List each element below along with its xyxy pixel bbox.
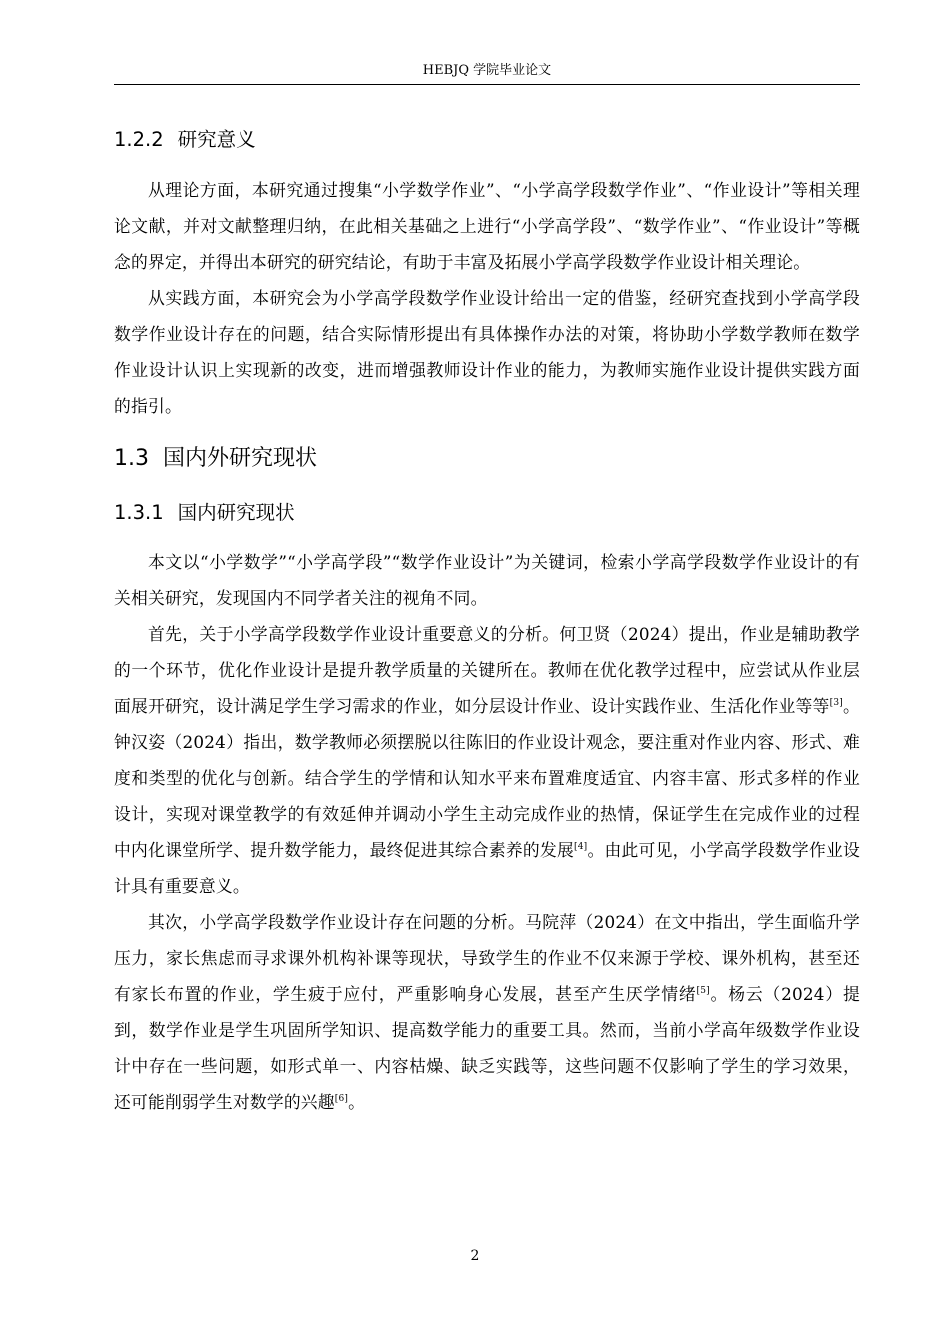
heading-number: 1.3 — [114, 445, 149, 471]
text-run: 其次，小学高学段数学作业设计存在问题的分析。马院萍（2024）在文中指出，学生面临升学压力，家长焦虑而寻求课外机构补课等现状，导致学生的作业不仅来源于学校、课外机构，甚至还有家长布置的作业，学生疲于应付，严重影响身心发展，甚至产生厌学情绪 — [114, 912, 860, 1004]
text-run: 。由此可见，小学高学段数学作业设计具有重要意义。 — [114, 840, 860, 896]
citation-ref: [6] — [334, 1094, 349, 1104]
text-run: 。钟汉姿（2024）指出，数学教师必须摆脱以往陈旧的作业设计观念，要注重对作业内容、形式、难度和类型的优化与创新。结合学生的学情和认知水平来布置难度适宜、内容丰富、形式多样的作业设计，实现对课堂教学的有效延伸并调动小学生主动完成作业的热情，保证学生在完成作业的过程中内化课堂所学、提升数学能力，最终促进其综合素养的发展 — [114, 696, 861, 860]
paragraph: 从理论方面，本研究通过搜集“小学数学作业”、“小学高学段数学作业”、“作业设计”等相关理论文献，并对文献整理归纳，在此相关基础之上进行“小学高学段”、“数学作业”、“作业设计”等概念的界定，并得出本研究的研究结论，有助于丰富及拓展小学高学段数学作业设计相关理论。 — [114, 179, 860, 272]
running-header — [114, 58, 860, 85]
page-number: 2 — [470, 1248, 480, 1264]
heading-number: 1.2.2 — [114, 128, 164, 151]
page-body — [114, 110, 860, 1120]
citation-ref: [3] — [829, 698, 843, 708]
text-run: 首先，关于小学高学段数学作业设计重要意义的分析。何卫贤（2024）提出，作业是辅助教学的一个环节，优化作业设计是提升教学质量的关键所在。教师在优化教学过程中，应尝试从作业层面展开研究，设计满足学生学习需求的作业，如分层设计作业、设计实践作业、生活化作业等等 — [114, 624, 860, 716]
heading-1-3-1 — [114, 500, 860, 524]
heading-1-2-2 — [114, 130, 860, 150]
citation-ref: [5] — [696, 986, 710, 996]
heading-title: 研究意义 — [177, 128, 256, 151]
heading-1-3 — [114, 445, 860, 471]
text-run: 。 — [348, 1092, 366, 1112]
paragraph — [114, 616, 860, 904]
citation-ref: [4] — [574, 842, 588, 852]
heading-number: 1.3.1 — [114, 500, 164, 524]
paragraph: 本文以“小学数学”“小学高学段”“数学作业设计”为关键词，检索小学高学段数学作业设计的有关相关研究，发现国内不同学者关注的视角不同。 — [114, 552, 860, 608]
heading-title: 国内研究现状 — [177, 500, 295, 524]
header-title: HEBJQ 学院毕业论文 — [422, 63, 552, 78]
paragraph — [114, 904, 860, 1120]
paragraph: 从实践方面，本研究会为小学高学段数学作业设计给出一定的借鉴，经研究查找到小学高学段数学作业设计存在的问题，结合实际情形提出有具体操作办法的对策，将协助小学数学教师在数学作业设计认识上实现新的改变，进而增强教师设计作业的能力，为教师实施作业设计提供实践方面的指引。 — [114, 287, 860, 416]
text-run: 。杨云（2024）提到，数学作业是学生巩固所学知识、提高数学能力的重要工具。然而，当前小学高年级数学作业设计中存在一些问题，如形式单一、内容枯燥、缺乏实践等，这些问题不仅影响了学生的学习效果，还可能削弱学生对数学的兴趣 — [114, 984, 860, 1112]
heading-title: 国内外研究现状 — [163, 445, 318, 471]
